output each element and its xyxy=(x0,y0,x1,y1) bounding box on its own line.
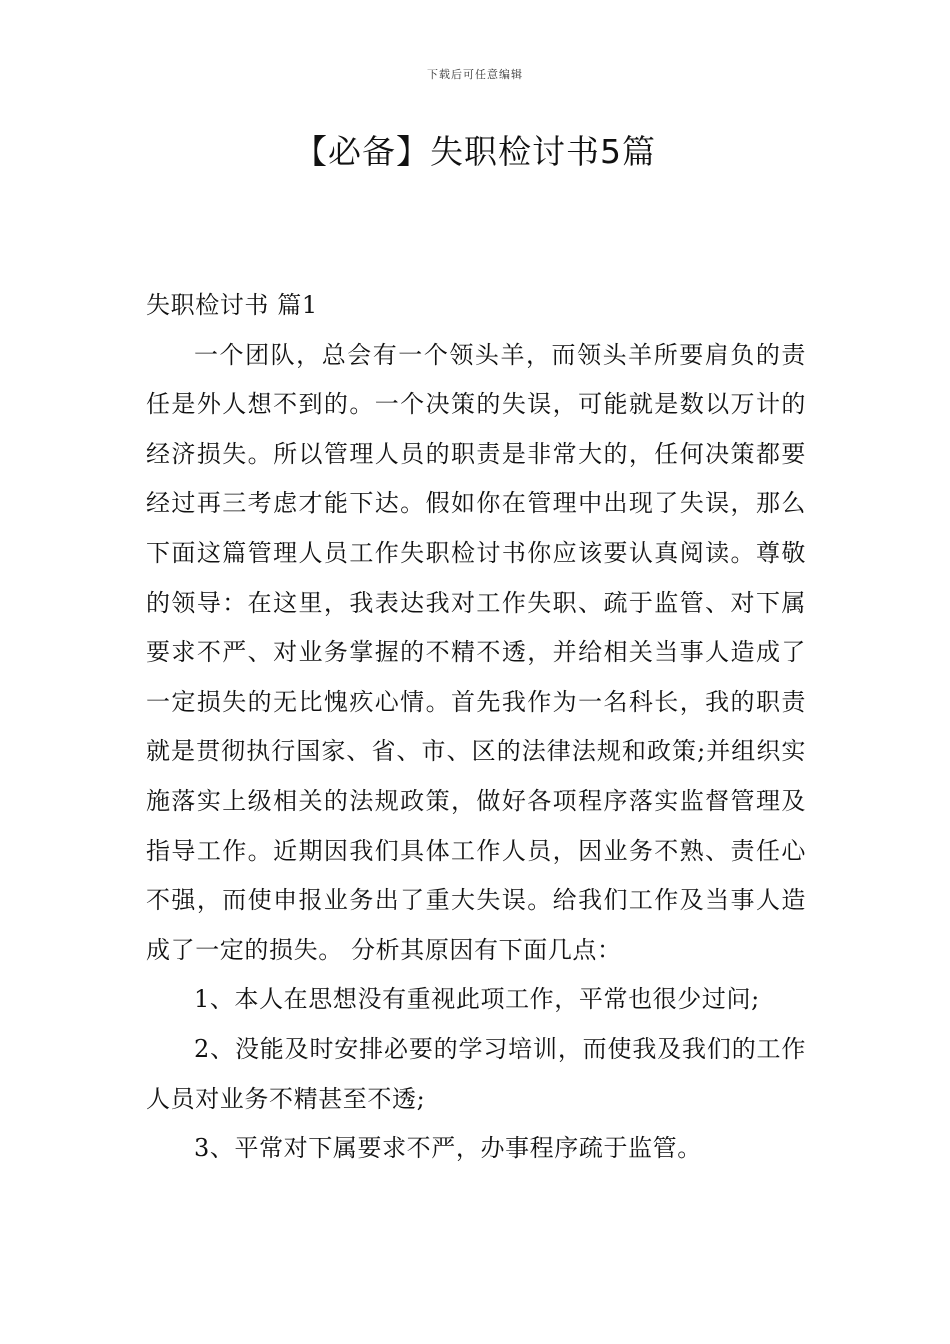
document-title: 【必备】失职检讨书5篇 xyxy=(294,132,656,171)
section-heading: 失职检讨书 篇1 xyxy=(146,291,318,319)
document-body xyxy=(146,281,806,1174)
body-paragraph: 一个团队，总会有一个领头羊，而领头羊所要肩负的责任是外人想不到的。一个决策的失误，可能就是数以万计的经济损失。所以管理人员的职责是非常大的，任何决策都要经过再三考虑才能下达。假如你在管理中出现了失误，那么下面这篇管理人员工作失职检讨书你应该要认真阅读。尊敬的领导：在这里，我表达我对工作失职、疏于监管、对下属要求不严、对业务掌握的不精不透，并给相关当事人造成了一定损失的无比愧疚心情。首先我作为一名科长，我的职责就是贯彻执行国家、省、市、区的法律法规和政策;并组织实施落实上级相关的法规政策，做好各项程序落实监督管理及指导工作。近期因我们具体工作人员，因业务不熟、责任心不强，而使申报业务出了重大失误。给我们工作及当事人造成了一定的损失。 分析其原因有下面几点： xyxy=(146,340,806,964)
header-note: 下载后可任意编辑 xyxy=(427,68,523,81)
list-item: 3、平常对下属要求不严，办事程序疏于监管。 xyxy=(194,1134,702,1163)
list-item: 2、没能及时安排必要的学习培训，而使我及我们的工作人员对业务不精甚至不透; xyxy=(146,1034,806,1113)
list-item: 1、本人在思想没有重视此项工作，平常也很少过问; xyxy=(194,985,760,1014)
